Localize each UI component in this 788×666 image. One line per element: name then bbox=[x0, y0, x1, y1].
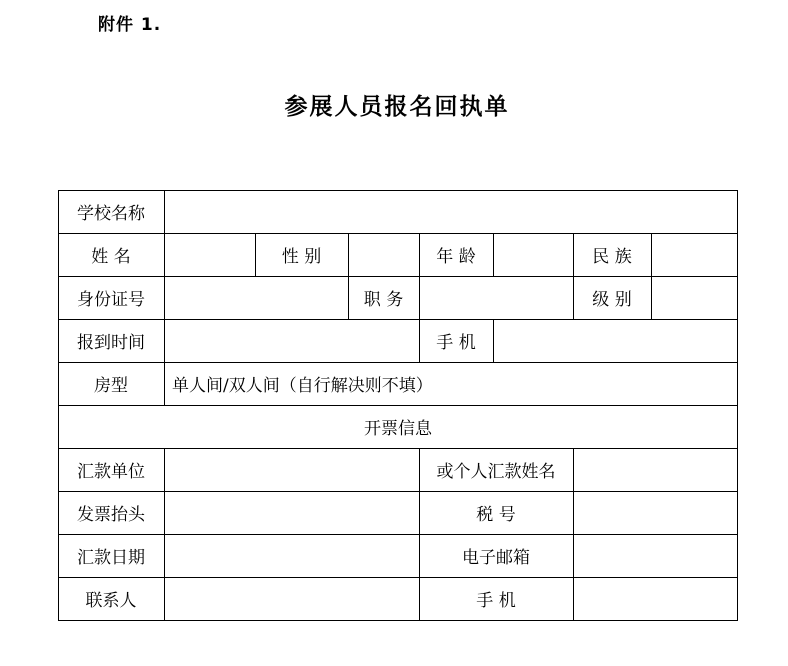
ethnicity-field[interactable] bbox=[651, 233, 737, 276]
page-title: 参展人员报名回执单 bbox=[284, 94, 510, 120]
name-label: 姓 名 bbox=[91, 247, 131, 267]
mobile-label: 手 机 bbox=[436, 333, 476, 353]
attachment-label: 附件 1. bbox=[98, 15, 162, 35]
email-field[interactable] bbox=[573, 534, 737, 577]
id-number-field[interactable] bbox=[164, 276, 348, 319]
remit-date-field[interactable] bbox=[164, 534, 419, 577]
personal-remitter-field[interactable] bbox=[573, 448, 737, 491]
personal-remitter-label: 或个人汇款姓名 bbox=[436, 462, 556, 482]
rank-label: 级 别 bbox=[592, 290, 632, 310]
gender-field[interactable] bbox=[348, 233, 419, 276]
remit-date-label: 汇款日期 bbox=[77, 548, 145, 568]
school-name-field[interactable] bbox=[164, 190, 737, 233]
contact-mobile-field[interactable] bbox=[573, 577, 737, 620]
age-field[interactable] bbox=[493, 233, 573, 276]
invoice-info-header: 开票信息 bbox=[364, 419, 432, 439]
mobile-field[interactable] bbox=[493, 319, 737, 362]
ethnicity-label: 民 族 bbox=[592, 247, 632, 267]
contact-label: 联系人 bbox=[85, 591, 137, 611]
rank-field[interactable] bbox=[651, 276, 737, 319]
remit-unit-field[interactable] bbox=[164, 448, 419, 491]
invoice-title-label: 发票抬头 bbox=[77, 505, 145, 525]
invoice-title-field[interactable] bbox=[164, 491, 419, 534]
email-label: 电子邮箱 bbox=[462, 548, 530, 568]
check-in-time-field[interactable] bbox=[164, 319, 419, 362]
name-field[interactable] bbox=[164, 233, 255, 276]
room-type-value[interactable]: 单人间/双人间（自行解决则不填） bbox=[172, 376, 433, 396]
tax-number-label: 税 号 bbox=[476, 505, 516, 525]
contact-mobile-label: 手 机 bbox=[476, 591, 516, 611]
tax-number-field[interactable] bbox=[573, 491, 737, 534]
gender-label: 性 别 bbox=[281, 247, 322, 267]
check-in-time-label: 报到时间 bbox=[77, 333, 145, 353]
room-type-label: 房型 bbox=[94, 376, 128, 396]
remit-unit-label: 汇款单位 bbox=[77, 462, 145, 482]
school-name-label: 学校名称 bbox=[77, 204, 145, 224]
position-label: 职 务 bbox=[363, 290, 404, 310]
id-number-label: 身份证号 bbox=[77, 290, 145, 310]
contact-field[interactable] bbox=[164, 577, 419, 620]
age-label: 年 龄 bbox=[436, 247, 476, 267]
position-field[interactable] bbox=[419, 276, 573, 319]
